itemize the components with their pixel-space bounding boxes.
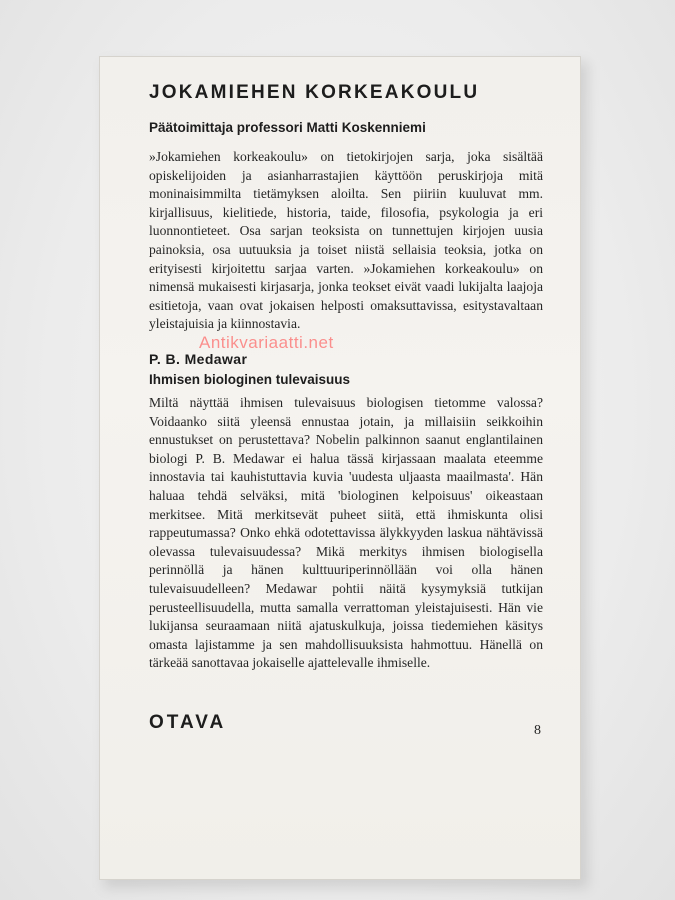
book-title: Ihmisen biologinen tulevaisuus xyxy=(149,372,351,387)
author-name: P. B. Medawar xyxy=(149,351,248,367)
series-description: »Jokamiehen korkeakoulu» on tietokirjojen sarja, joka sisältää opiskelijoiden ja asianharrastajien käyttöön peruskirjoja mitä moninaisimmilta tietämyksen aloilta. Sen piiriin kuuluvat mm. kirjallisuus, kielitiede, historia, taide, filosofia, psykologia ja eri luonnontieteet. Osa sarjan teoksista on tunnettujen kirjojen uusia painoksia, osa uutuuksia ja toiset niistä sellaisia teoksia, jotka on erityisesti kirjoitettu sarjaa varten. »Jokamiehen korkeakoulu» on nimensä mukaisesti kirjasarja, jonka teokset eivät vaadi lukijalta laajoja esitietoja, vaan ovat jokaisen helposti omaksuttavissa, esitystavaltaan yleistajuisia ja kiinnostavia. xyxy=(149,149,543,332)
editor-line: Päätoimittaja professori Matti Koskenniemi xyxy=(149,120,426,135)
book-back-cover xyxy=(99,56,581,880)
watermark-text: Antikvariaatti.net xyxy=(199,333,334,352)
series-number: 8 xyxy=(534,723,541,738)
book-description: Miltä näyttää ihmisen tulevaisuus biologisen tietomme valossa? Voidaanko siitä yleensä ennustaa jotain, ja millaisiin seikkoihin ennustukset on perustettava? Nobelin palkinnon saanut englantilainen biologi P. B. Medawar ei halua tässä kirjassaan maalata eteemme innostavia tai kauhistuttavia kuvia 'uudesta uljaasta maailmasta'. Hän haluaa tehdä selväksi, mitä 'biologinen kelpoisuus' oikeastaan merkitsee. Mitä merkitsevät puheet siitä, että ihmiskunta olisi rappeutumassa? Onko ehkä odotettavissa älykkyyden laskua nähtävissä olevassa tulevaisuudessa? Mikä merkitys ihmisen biologisella perinnöllä ja hänen kulttuuriperinnöllään voi olla hänen tulevaisuudelleen? Medawar pohtii näitä kysymyksiä tutkijan perusteellisuudella, mutta samalla verrattoman yleistajuisesti. Hän vie lukijansa seuraamaan niitä ajatuskulkuja, joissa tiedemiehen käsitys omasta lajistamme ja sen mahdollisuuksista hahmottuu. Hänellä on tärkeää sanottavaa jokaiselle ajattelevalle ihmiselle. xyxy=(149,395,543,671)
publisher-logo-text: OTAVA xyxy=(149,712,227,733)
series-title: JOKAMIEHEN KORKEAKOULU xyxy=(149,82,480,103)
